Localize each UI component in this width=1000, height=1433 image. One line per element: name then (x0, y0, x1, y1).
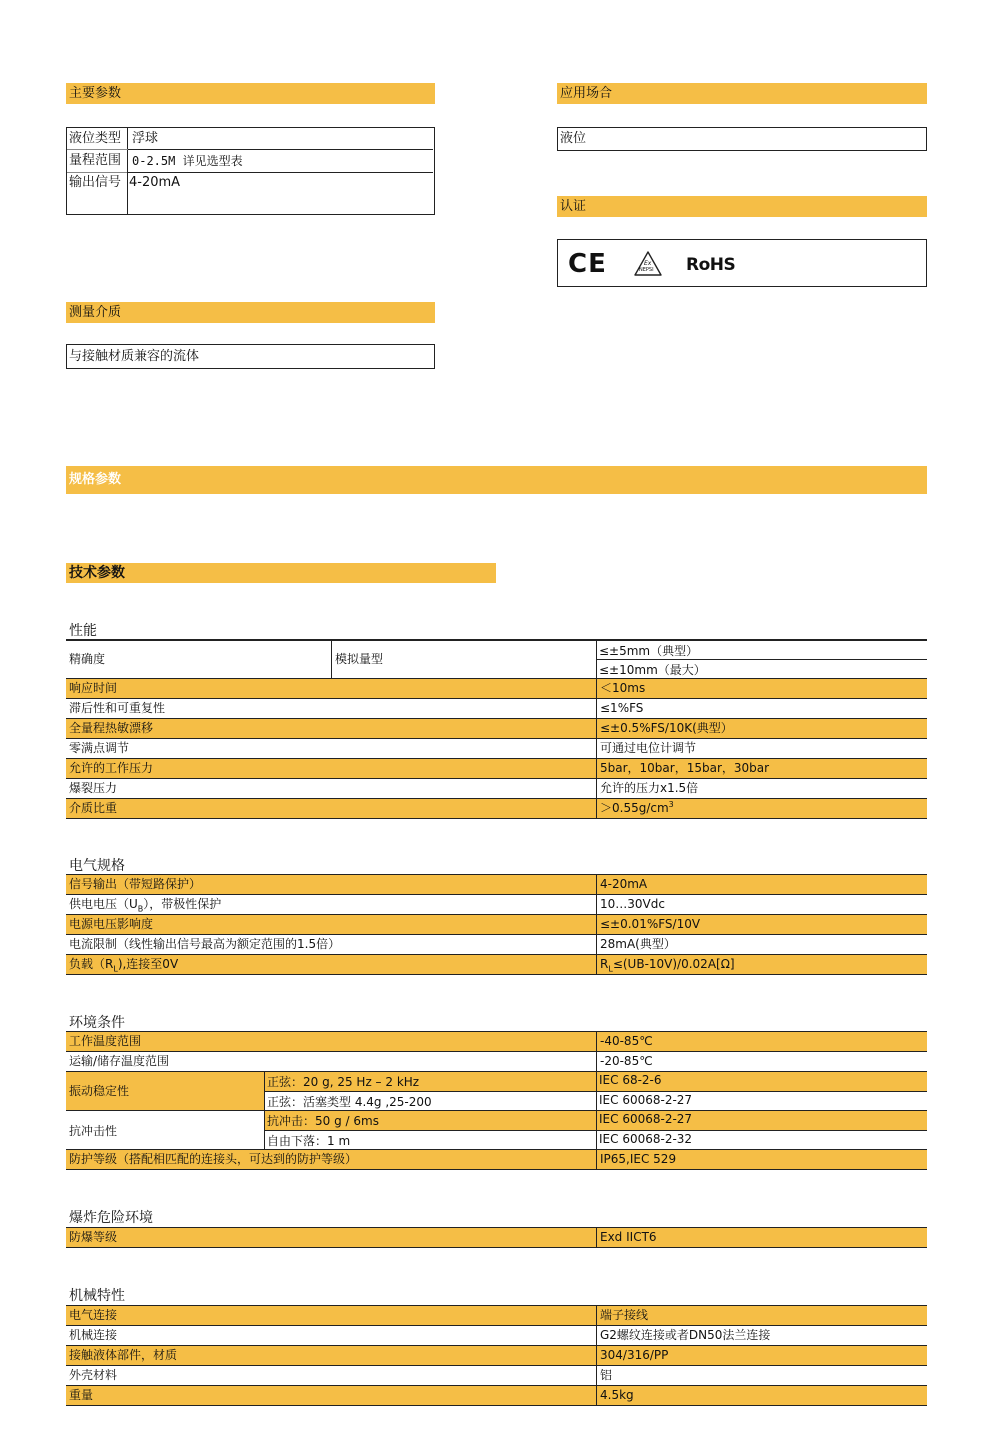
electrical-table (66, 874, 927, 974)
rohs-logo: RoHS (686, 255, 736, 275)
ex-nepsi-icon (634, 251, 662, 277)
table-row: 爆裂压力 允许的压力x1.5倍 (66, 779, 927, 799)
medium-header: 测量介质 (66, 302, 435, 323)
table-row: 防护等级（搭配相匹配的连接头，可达到的防护等级） IP65,IEC 529 (66, 1150, 927, 1170)
table-row: 机械连接 G2螺纹连接或者DN50法兰连接 (66, 1326, 927, 1346)
certification-header: 认证 (557, 196, 927, 217)
application-box (557, 127, 927, 151)
table-row: 防爆等级 Exd IICT6 (66, 1228, 927, 1248)
vibration-std1: IEC 68-2-6 (599, 1073, 662, 1087)
accuracy-typical: ≤±5mm（典型） (599, 644, 699, 658)
table-row: 全量程热敏漂移 ≤±0.5%FS/10K(典型） (66, 719, 927, 739)
mechanical-table (66, 1305, 927, 1407)
shock-block (66, 1111, 927, 1150)
table-row: 允许的工作压力 5bar，10bar，15bar，30bar (66, 759, 927, 779)
vibration-block (66, 1072, 927, 1111)
liquid-type-value: 浮球 (132, 131, 159, 146)
shock-label: 抗冲击性 (69, 1124, 118, 1138)
table-row: 响应时间 ＜10ms (66, 679, 927, 699)
output-label: 输出信号 (69, 175, 122, 190)
accuracy-label: 精确度 (69, 652, 106, 666)
table-row: 工作温度范围 -40-85℃ (66, 1032, 927, 1052)
liquid-type-label: 液位类型 (69, 131, 122, 146)
range-value: 0-2.5M 详见选型表 (132, 154, 243, 168)
table-row: 电源电压影响度 ≤±0.01%FS/10V (66, 915, 927, 935)
spec-banner: 规格参数 (66, 466, 927, 494)
table-row: 滞后性和可重复性 ≤1%FS (66, 699, 927, 719)
accuracy-max: ≤±10mm（最大） (599, 663, 706, 677)
range-label: 量程范围 (69, 153, 122, 168)
environment-table (66, 1031, 927, 1171)
medium-box (66, 344, 435, 369)
main-params-table (66, 127, 435, 215)
vibration-label: 振动稳定性 (69, 1084, 130, 1098)
density-value: ＞0.55g/cm (600, 801, 669, 815)
table-row: 负载$(R_L)$,连接至0V $R_L\le(UB-10V)/0.02A[\Omega]$ (66, 955, 927, 975)
table-row: 信号输出（带短路保护） 4-20mA (66, 875, 927, 895)
electrical-title: 电气规格 (69, 858, 125, 874)
table-row: 接触液体部件，材质 304/316/PP (66, 1346, 927, 1366)
table-row: 介质比重 $>0.55g/cm^3$ (66, 799, 927, 819)
vibration-sine1: 正弦：20 g, 25 Hz – 2 kHz (267, 1075, 420, 1089)
mechanical-title: 机械特性 (69, 1288, 125, 1304)
performance-title: 性能 (69, 623, 97, 639)
application-value: 液位 (560, 131, 587, 146)
table-row: 运输/储存温度范围 -20-85℃ (66, 1052, 927, 1072)
vibration-sine2: 正弦：活塞类型 4.4g ,25-200 (267, 1095, 432, 1109)
table-row: 重量 4.5kg (66, 1386, 927, 1406)
certification-box (557, 239, 927, 287)
performance-table (66, 639, 927, 817)
output-value: 4-20mA (129, 175, 181, 190)
shock-std2: IEC 60068-2-32 (599, 1132, 693, 1146)
table-row: 电流限制（线性输出信号最高为额定范围的1.5倍） 28mA(典型） (66, 935, 927, 955)
main-params-header: 主要参数 (66, 83, 435, 104)
table-row: 供电电压$(U_B)$，带极性保护 10…30Vdc (66, 895, 927, 915)
explosion-table (66, 1227, 927, 1249)
tech-banner: 技术参数 (66, 563, 496, 583)
ex-label: Ex (644, 260, 652, 267)
shock-std1: IEC 60068-2-27 (599, 1112, 693, 1126)
accuracy-type: 模拟量型 (335, 652, 384, 666)
vibration-std2: IEC 60068-2-27 (599, 1093, 693, 1107)
density-sup: 3 (668, 800, 674, 809)
nepsi-label: NEPSI (639, 267, 654, 273)
application-header: 应用场合 (557, 83, 927, 104)
shock2: 自由下落：1 m (267, 1134, 351, 1148)
ce-mark-icon: CE (568, 249, 607, 279)
shock1: 抗冲击：50 g / 6ms (267, 1114, 379, 1128)
explosion-title: 爆炸危险环境 (69, 1210, 153, 1226)
environment-title: 环境条件 (69, 1015, 125, 1031)
accuracy-row (66, 640, 927, 679)
medium-value: 与接触材质兼容的流体 (69, 349, 200, 364)
table-row: 外壳材料 铝 (66, 1366, 927, 1386)
table-row: 电气连接 端子接线 (66, 1306, 927, 1326)
table-row: 零满点调节 可通过电位计调节 (66, 739, 927, 759)
